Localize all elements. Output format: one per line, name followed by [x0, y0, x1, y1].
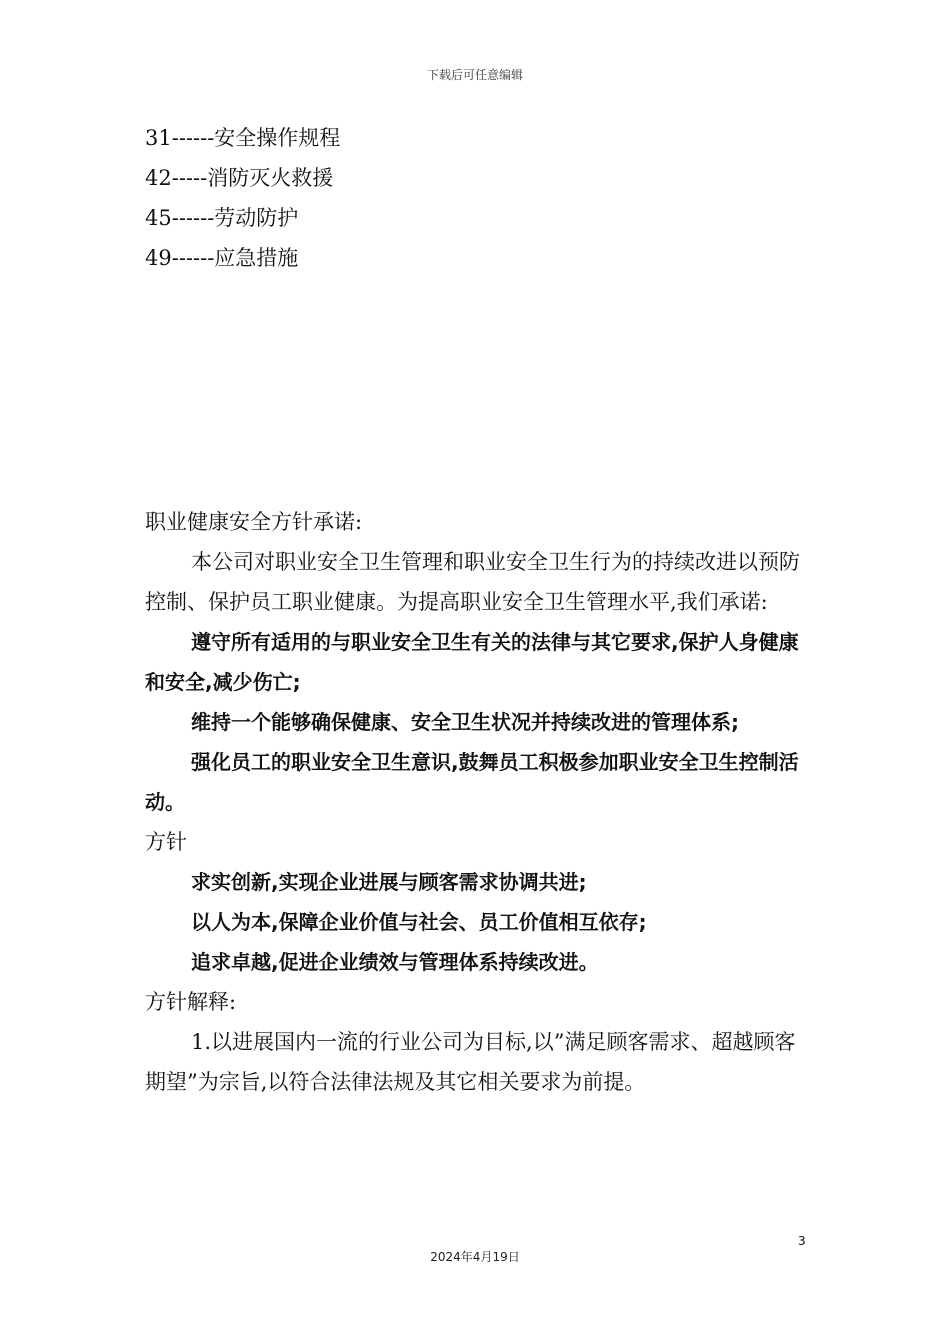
explanation-heading: 方针解释: [145, 990, 237, 1014]
toc-item-labor-protection: 45------劳动防护 [145, 206, 299, 230]
toc-item-safety-procedures: 31------安全操作规程 [145, 126, 341, 150]
table-of-contents [145, 118, 825, 278]
policy-label: 方针 [145, 830, 187, 854]
commitment-3: 强化员工的职业安全卫生意识,鼓舞员工积极参加职业安全卫生控制活动。 [145, 750, 799, 814]
toc-item-emergency-measures: 49------应急措施 [145, 246, 299, 270]
footer-date: 2024年4月19日 [430, 1250, 520, 1264]
policy-1: 求实创新,实现企业进展与顾客需求协调共进; [191, 870, 587, 894]
policy-heading: 职业健康安全方针承诺: [145, 510, 363, 534]
document-body [145, 502, 810, 1102]
intro-paragraph: 本公司对职业安全卫生管理和职业安全卫生行为的持续改进以预防控制、保护员工职业健康。为提高职业安全卫生管理水平,我们承诺: [145, 550, 800, 614]
toc-item-fire-rescue: 42-----消防灭火救援 [145, 166, 334, 190]
explanation-1: 1.以进展国内一流的行业公司为目标,以”满足顾客需求、超越顾客期望”为宗旨,以符合法律法规及其它相关要求为前提。 [145, 1030, 796, 1094]
commitment-2: 维持一个能够确保健康、安全卫生状况并持续改进的管理体系; [191, 710, 739, 734]
header-note: 下载后可任意编辑 [426, 68, 523, 82]
policy-2: 以人为本,保障企业价值与社会、员工价值相互依存; [191, 910, 647, 934]
page-number: 3 [798, 1234, 806, 1248]
commitment-1: 遵守所有适用的与职业安全卫生有关的法律与其它要求,保护人身健康和安全,减少伤亡; [145, 630, 799, 694]
policy-3: 追求卓越,促进企业绩效与管理体系持续改进。 [191, 950, 599, 974]
